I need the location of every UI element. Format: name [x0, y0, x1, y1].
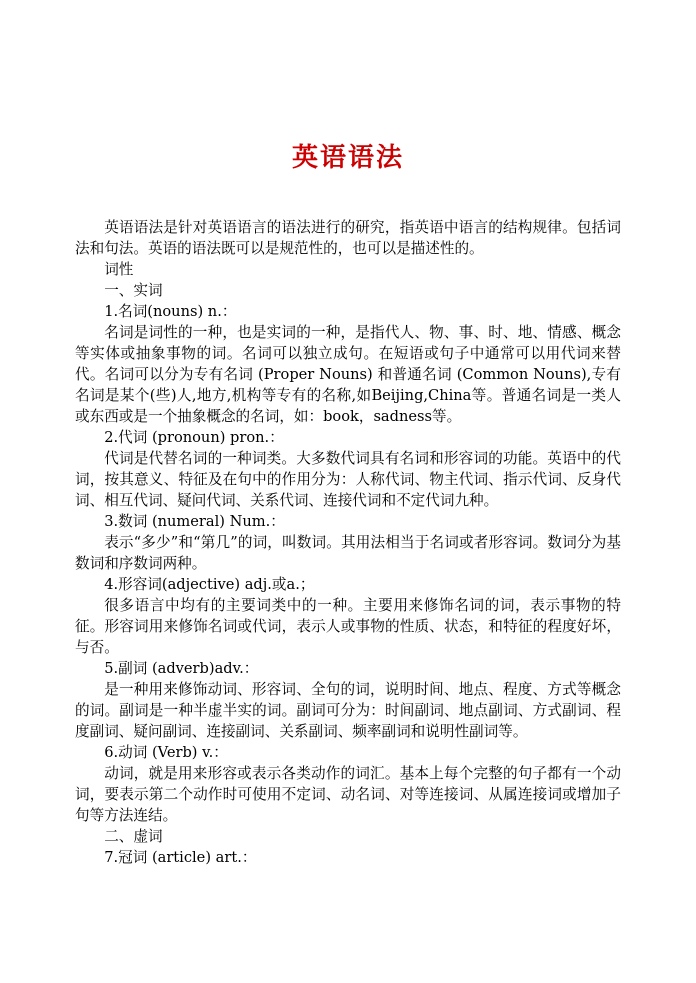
item-heading-adjective: 4.形容词(adjective) adj.或a.； — [104, 576, 315, 593]
section-heading-content-words: 一、实词 — [104, 282, 163, 299]
item-heading-pronoun: 2.代词 (pronoun) pron.： — [104, 429, 284, 446]
item-heading-adverb: 5.副词 (adverb)adv.： — [104, 660, 259, 677]
item-heading-verb: 6.动词 (Verb) v.： — [104, 744, 228, 761]
document-body — [75, 217, 621, 868]
paragraph-numeral: 表示“多少”和“第几”的词，叫数词。其用法相当于名词或者形容词。数词分为基数词和序数词两种。 — [75, 534, 621, 572]
paragraph-adjective: 很多语言中均有的主要词类中的一种。主要用来修饰名词的词，表示事物的特征。形容词用来修饰名词或代词，表示人或事物的性质、状态，和特征的程度好坏，与否。 — [75, 597, 621, 656]
paragraph-pronoun: 代词是代替名词的一种词类。大多数代词具有名词和形容词的功能。英语中的代词，按其意义、特征及在句中的作用分为：人称代词、物主代词、指示代词、反身代词、相互代词、疑问代词、关系代词、连接代词和不定代词九种。 — [75, 450, 621, 509]
item-heading-article: 7.冠词 (article) art.： — [104, 849, 257, 866]
paragraph-nouns: 名词是词性的一种，也是实词的一种，是指代人、物、事、时、地、情感、概念等实体或抽象事物的词。名词可以独立成句。在短语或句子中通常可以用代词来替代。名词可以分为专有名词 (Proper Nouns) 和普通名词 (Common Nouns),专有名词是某个(些)人,地方,机构等专有的名称,如Beijing,China等。普通名词是一类人或东西或是一个抽象概念的名词，如：book，sadness等。 — [75, 324, 621, 425]
paragraph-adverb: 是一种用来修饰动词、形容词、全句的词，说明时间、地点、程度、方式等概念的词。副词是一种半虚半实的词。副词可分为：时间副词、地点副词、方式副词、程度副词、疑问副词、连接副词、关系副词、频率副词和说明性副词等。 — [75, 681, 621, 740]
item-heading-nouns: 1.名词(nouns) n.： — [104, 303, 237, 320]
section-heading-parts-of-speech: 词性 — [104, 261, 134, 278]
intro-paragraph: 英语语法是针对英语语言的语法进行的研究，指英语中语言的结构规律。包括词法和句法。英语的语法既可以是规范性的，也可以是描述性的。 — [75, 219, 621, 257]
section-heading-function-words: 二、虚词 — [104, 828, 163, 845]
paragraph-verb: 动词，就是用来形容或表示各类动作的词汇。基本上每个完整的句子都有一个动词，要表示第二个动作时可使用不定词、动名词、对等连接词、从属连接词或增加子句等方法连结。 — [75, 765, 621, 824]
document-title: 英语语法 — [291, 143, 404, 173]
item-heading-numeral: 3.数词 (numeral) Num.： — [104, 513, 285, 530]
